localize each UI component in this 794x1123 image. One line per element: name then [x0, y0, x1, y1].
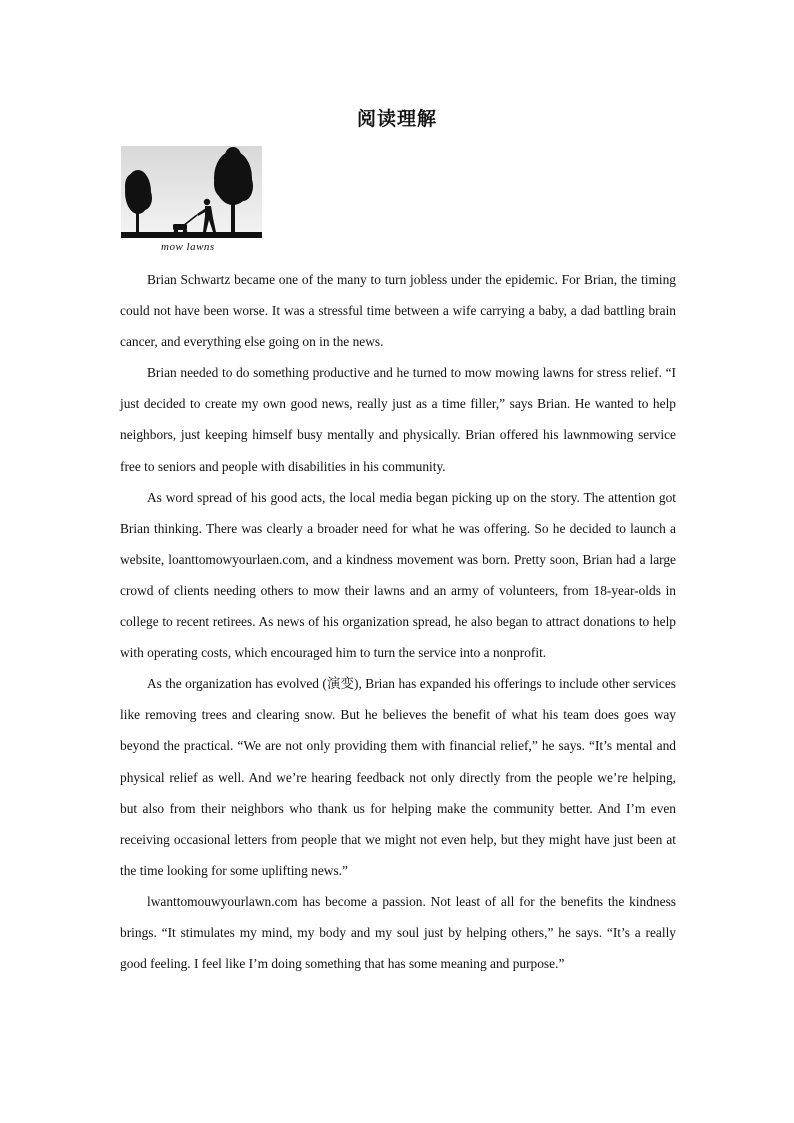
- figure-caption: mow lawns: [161, 241, 215, 253]
- paragraph: Brian Schwartz became one of the many to turn jobless under the epidemic. For Brian, the timing could not have been worse. It was a stressful time between a wife carrying a baby, a dad battling brain cancer, and everything else going on in the news.: [120, 272, 676, 350]
- paragraph: As word spread of his good acts, the local media began picking up on the story. The attention got Brian thinking. There was clearly a broader need for what he was offering. So he decided to launch a website, loanttomowyourlaen.com, and a kindness movement was born. Pretty soon, Brian had a large crowd of clients needing others to mow their lawns and an army of volunteers, from 18-year-olds in college to recent retirees. As news of his organization spread, he also began to attract donations to help with operating costs, which encouraged him to turn the service into a nonprofit.: [120, 489, 676, 661]
- mow-lawns-illustration: [121, 146, 262, 238]
- mow-lawns-figure: [121, 146, 262, 253]
- paragraph: Brian needed to do something productive and he turned to mow mowing lawns for stress relief. “I just decided to create my own good news, really just as a time filler,” says Brian. He wanted to help neighbors, just keeping himself busy mentally and physically. Brian offered his lawnmowing service free to seniors and people with disabilities in his community.: [120, 365, 676, 474]
- article-body: [120, 264, 676, 979]
- page-title: 阅读理解: [356, 108, 437, 130]
- paragraph: lwanttomouwyourlawn.com has become a passion. Not least of all for the benefits the kindness brings. “It stimulates my mind, my body and my soul just by helping others,” he says. “It’s a really good feeling. I feel like I’m doing something that has some meaning and purpose.”: [120, 893, 676, 972]
- paragraph: As the organization has evolved (演变), Brian has expanded his offerings to include other services like removing trees and clearing snow. But he believes the benefit of what his team does goes way beyond the practical. “We are not only providing them with financial relief,” he says. “It’s mental and physical relief as well. And we’re hearing feedback not only directly from the people we’re helping, but also from their neighbors who thank us for helping make the community better. And I’m even receiving occasional letters from people that we might not even help, but they might have just been at the time looking for some uplifting news.”: [120, 676, 676, 878]
